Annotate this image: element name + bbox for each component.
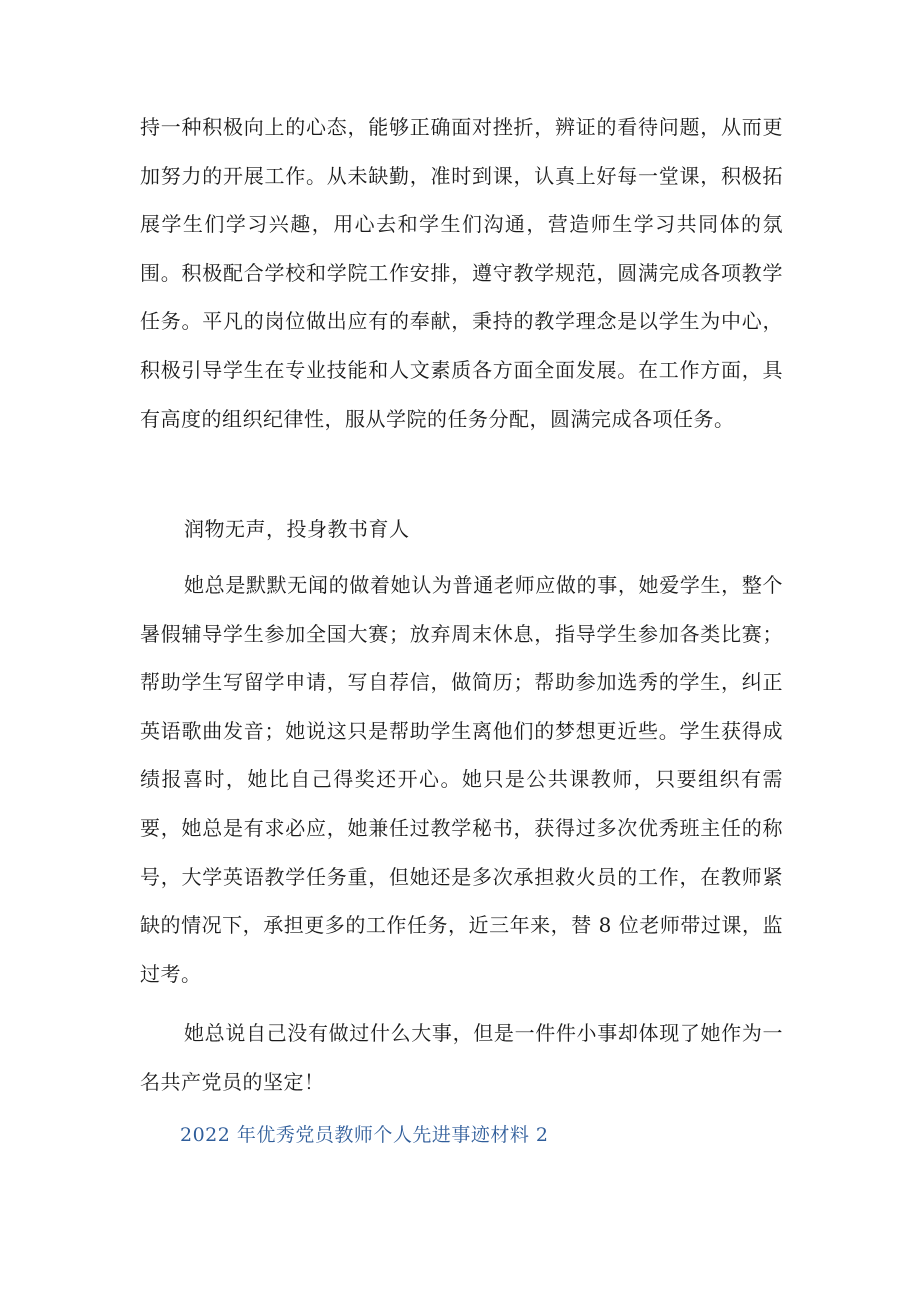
section-heading: 润物无声，投身教书育人 (184, 517, 410, 541)
next-article-link[interactable]: 2022 年优秀党员教师个人先进事迹材料 2 (180, 1124, 549, 1146)
body-paragraph-2: 她总是默默无闻的做着她认为普通老师应做的事，她爱学生，整个暑假辅导学生参加全国大赛；放弃周末休息，指导学生参加各类比赛；帮助学生写留学申请，写自荐信，做简历；帮助参加选秀的学生，纠正英语歌曲发音；她说这只是帮助学生离他们的梦想更近些。学生获得成绩报喜时，她比自己得奖还开心。她只是公共课教师，只要组织有需要，她总是有求必应，她兼任过教学秘书，获得过多次优秀班主任的称号，大学英语教学任务重，但她还是多次承担救火员的工作，在教师紧缺的情况下，承担更多的工作任务，近三年来，替 8 位老师带过课，监过考。 (140, 573, 783, 986)
body-paragraph-3: 她总说自己没有做过什么大事，但是一件件小事却体现了她作为一名共产党员的坚定！ (140, 1021, 783, 1094)
body-paragraph-1: 持一种积极向上的心态，能够正确面对挫折，辨证的看待问题，从而更加努力的开展工作。从未缺勤，准时到课，认真上好每一堂课，积极拓展学生们学习兴趣，用心去和学生们沟通，营造师生学习共同体的氛围。积极配合学校和学院工作安排，遵守教学规范，圆满完成各项教学任务。平凡的岗位做出应有的奉献，秉持的教学理念是以学生为中心，积极引导学生在专业技能和人文素质各方面全面发展。在工作方面，具有高度的组织纪律性，服从学院的任务分配，圆满完成各项任务。 (140, 115, 783, 431)
